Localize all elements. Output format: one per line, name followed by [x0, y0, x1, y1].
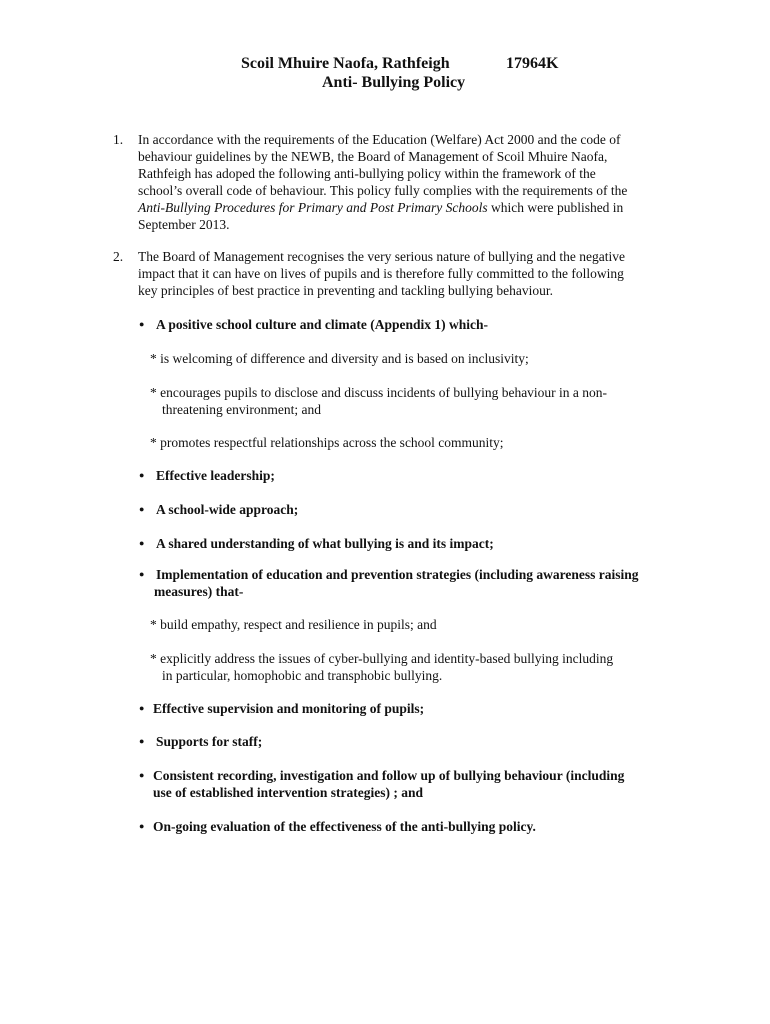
sub-item-continuation: threatening environment; and: [162, 402, 321, 417]
bullet-dot-icon: ●: [139, 504, 145, 514]
principle-staff-support: Supports for staff;: [156, 734, 263, 749]
procedures-title: Anti-Bullying Procedures for Primary and Post Primary Schools: [138, 200, 488, 215]
section-1-after-italic: which were published in: [487, 200, 624, 215]
principle-recording: Consistent recording, investigation and follow up of bullying behaviour (including: [153, 768, 625, 783]
bullet-dot-icon: ●: [139, 770, 145, 780]
section-1-number: 1.: [113, 132, 124, 147]
section-1-line: In accordance with the requirements of the Education (Welfare) Act 2000 and the code of: [138, 132, 621, 147]
section-2-line: The Board of Management recognises the very serious nature of bullying and the negative: [138, 249, 625, 264]
sub-item: * promotes respectful relationships across the school community;: [150, 435, 504, 450]
section-1-paragraph: [138, 131, 723, 233]
section-1-line: [138, 199, 723, 216]
bullet-dot-icon: ●: [139, 569, 145, 579]
section-1-line: school’s overall code of behaviour. This policy fully complies with the requirements of the: [138, 183, 628, 198]
roll-number: 17964K: [506, 55, 559, 72]
principle-school-wide: A school-wide approach;: [156, 502, 299, 517]
bullet-dot-icon: ●: [139, 538, 145, 548]
sub-item: * explicitly address the issues of cyber-bullying and identity-based bullying including: [150, 651, 614, 666]
section-2-line: impact that it can have on lives of pupils and is therefore fully committed to the following: [138, 266, 624, 281]
section-2-line: key principles of best practice in preventing and tackling bullying behaviour.: [138, 283, 554, 298]
bullet-dot-icon: ●: [139, 703, 145, 713]
principle-leadership: Effective leadership;: [156, 468, 275, 483]
principle-implementation: Implementation of education and prevention strategies (including awareness raising: [156, 567, 639, 582]
principle-implementation-cont: measures) that-: [154, 584, 244, 599]
sub-item: * encourages pupils to disclose and discuss incidents of bullying behaviour in a non-: [150, 385, 608, 400]
principle-positive-culture: A positive school culture and climate (Appendix 1) which-: [156, 317, 489, 332]
principle-recording-cont: use of established intervention strategies) ; and: [153, 785, 423, 800]
bullet-dot-icon: ●: [139, 319, 145, 329]
sub-item: * build empathy, respect and resilience in pupils; and: [150, 617, 437, 632]
section-2-paragraph: [138, 248, 723, 299]
policy-title: Anti- Bullying Policy: [322, 74, 466, 91]
school-name: Scoil Mhuire Naofa, Rathfeigh: [241, 55, 450, 72]
principle-shared-understanding: A shared understanding of what bullying is and its impact;: [156, 536, 494, 551]
bullet-dot-icon: ●: [139, 821, 145, 831]
section-1-line: Rathfeigh has adoped the following anti-bullying policy within the framework of the: [138, 166, 596, 181]
bullet-dot-icon: ●: [139, 736, 145, 746]
bullet-dot-icon: ●: [139, 470, 145, 480]
section-1-line: behaviour guidelines by the NEWB, the Board of Management of Scoil Mhuire Naofa,: [138, 149, 608, 164]
principle-supervision: Effective supervision and monitoring of pupils;: [153, 701, 425, 716]
section-1-line: September 2013.: [138, 217, 230, 232]
sub-item: * is welcoming of difference and diversity and is based on inclusivity;: [150, 351, 529, 366]
principle-evaluation: On-going evaluation of the effectiveness of the anti-bullying policy.: [153, 819, 536, 834]
sub-item-continuation: in particular, homophobic and transphobic bullying.: [162, 668, 443, 683]
section-2-number: 2.: [113, 249, 124, 264]
